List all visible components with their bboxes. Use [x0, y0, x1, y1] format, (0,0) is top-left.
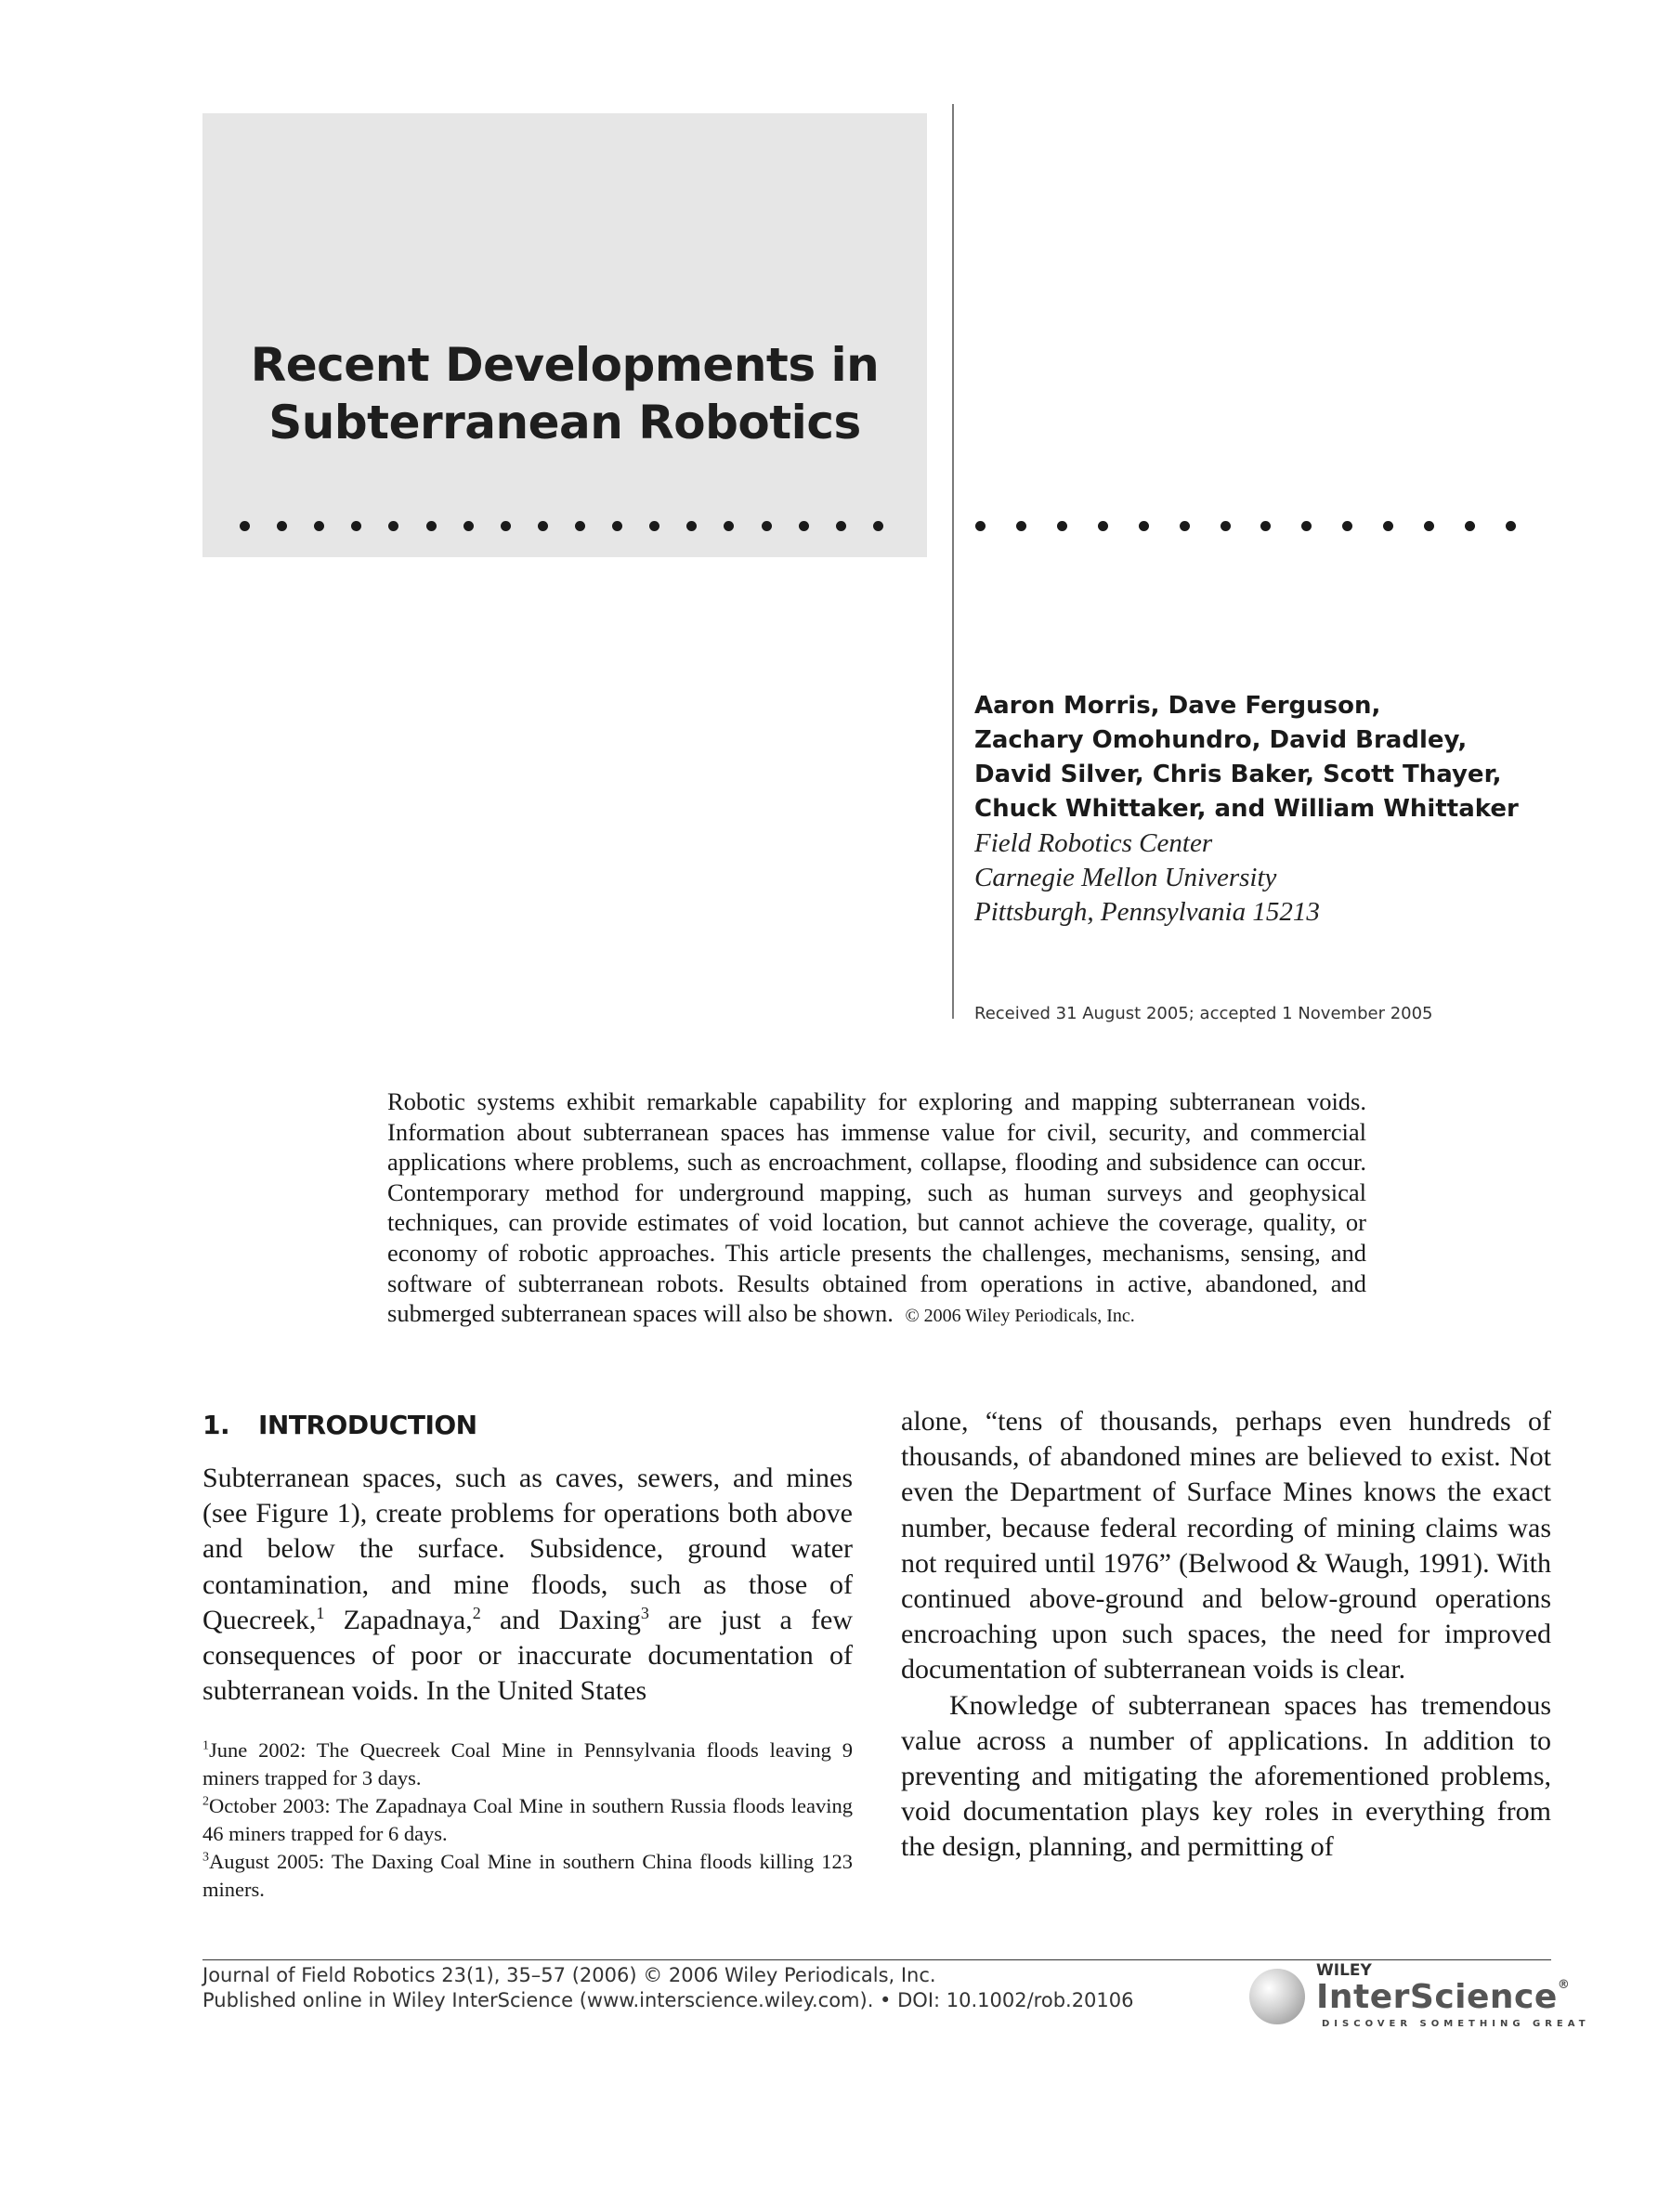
interscience-logo [1249, 1959, 1590, 2034]
author-line: Aaron Morris, Dave Ferguson, [974, 692, 1381, 720]
footnote-ref[interactable]: 1 [316, 1603, 325, 1622]
author-line: David Silver, Chris Baker, Scott Thayer, [974, 761, 1502, 788]
abstract-copyright: © 2006 Wiley Periodicals, Inc. [905, 1306, 1135, 1327]
author-line: Chuck Whittaker, and William Whittaker [974, 795, 1519, 823]
section-title: INTRODUCTION [258, 1410, 477, 1440]
logo-publisher: WILEY [1316, 1961, 1372, 1980]
abstract-text: Robotic systems exhibit remarkable capability for exploring and mapping subterranean voids. Information about subterranean spaces has immense value for civil, security, and commercial applications where problems, such as encroachment, collapse, flooding and subsidence can occur. Contemporary method for underground mapping, such as human surveys and geophysical techniques, can provide estimates of void location, but cannot achieve the coverage, quality, or economy of robotic approaches. This article presents the challenges, mechanisms, sensing, and software of subterranean robots. Results obtained from operations in active, abandoned, and submerged subterranean spaces will also be shown. [387, 1087, 1366, 1328]
section-number: 1. [202, 1410, 230, 1440]
footnote-ref[interactable]: 3 [640, 1603, 649, 1622]
affiliation-line: Pittsburgh, Pennsylvania 15213 [974, 897, 1320, 927]
footnote: $^2$October 2003: The Zapadnaya Coal Mine in southern Russia floods leaving 46 miners trapped for 6 days. [202, 1794, 853, 1846]
footer-citation [202, 1963, 1134, 2013]
affiliation-line: Carnegie Mellon University [974, 863, 1277, 892]
journal-citation: Journal of Field Robotics 23(1), 35–57 (2006) © 2006 Wiley Periodicals, Inc. [202, 1964, 936, 1986]
logo-tagline: DISCOVER SOMETHING GREAT [1322, 2019, 1590, 2029]
author-block [974, 689, 1569, 930]
abstract [387, 1086, 1366, 1332]
received-date: Received 31 August 2005; accepted 1 November 2005 [974, 1004, 1433, 1023]
footnote: $^3$August 2005: The Daxing Coal Mine in southern China floods killing 123 miners. [202, 1850, 853, 1902]
body-paragraph: Knowledge of subterranean spaces has tremendous value across a number of applications. In addition to preventing and mitigating the aforementioned problems, void documentation plays key roles in everything from the design, planning, and permitting of [901, 1689, 1551, 1863]
footnote: $^1$June 2002: The Quecreek Coal Mine in Pennsylvania floods leaving 9 miners trapped for 3 days. [202, 1738, 853, 1790]
globe-icon [1249, 1969, 1305, 2024]
right-column [901, 1404, 1551, 1866]
author-line: Zachary Omohundro, David Bradley, [974, 726, 1468, 754]
body-paragraph: alone, “tens of thousands, perhaps even hundreds of thousands, of abandoned mines are believed to exist. Not even the Department of Surface Mines knows the exact number, because federal recording of mining claims was not required until 1976” (Belwood & Waugh, 1991). With continued above-ground and below-ground operations encroaching upon such spaces, the need for improved documentation of subterranean voids is clear. [901, 1406, 1551, 1685]
dot-leader-right [975, 521, 1516, 531]
doi-line[interactable]: Published online in Wiley InterScience (www.interscience.wiley.com). • DOI: 10.1002/rob.20106 [202, 1989, 1134, 2011]
section-heading [202, 1410, 853, 1440]
footnotes [202, 1737, 853, 1904]
title-panel [202, 113, 927, 557]
paper-title [202, 336, 927, 451]
left-column [202, 1410, 853, 1904]
affiliation-line: Field Robotics Center [974, 828, 1213, 858]
title-line-2: Subterranean Robotics [268, 396, 861, 449]
title-line-1: Recent Developments in [250, 338, 880, 392]
logo-name: InterScience® [1316, 1978, 1571, 2016]
footnote-ref[interactable]: 2 [472, 1603, 481, 1622]
body-paragraph: Subterranean spaces, such as caves, sewers, and mines (see Figure 1), create problems for operations both above and below the surface. Subsidence, ground water contamination, and mine floods, such as those of Quecreek,$^1$ Zapadnaya,$^2$ and Daxing$^3$ are just a few consequences of poor or inaccurate documentation of subterranean voids. In the United States [202, 1463, 853, 1707]
dot-leader-left [240, 521, 883, 531]
vertical-divider [952, 104, 954, 1019]
